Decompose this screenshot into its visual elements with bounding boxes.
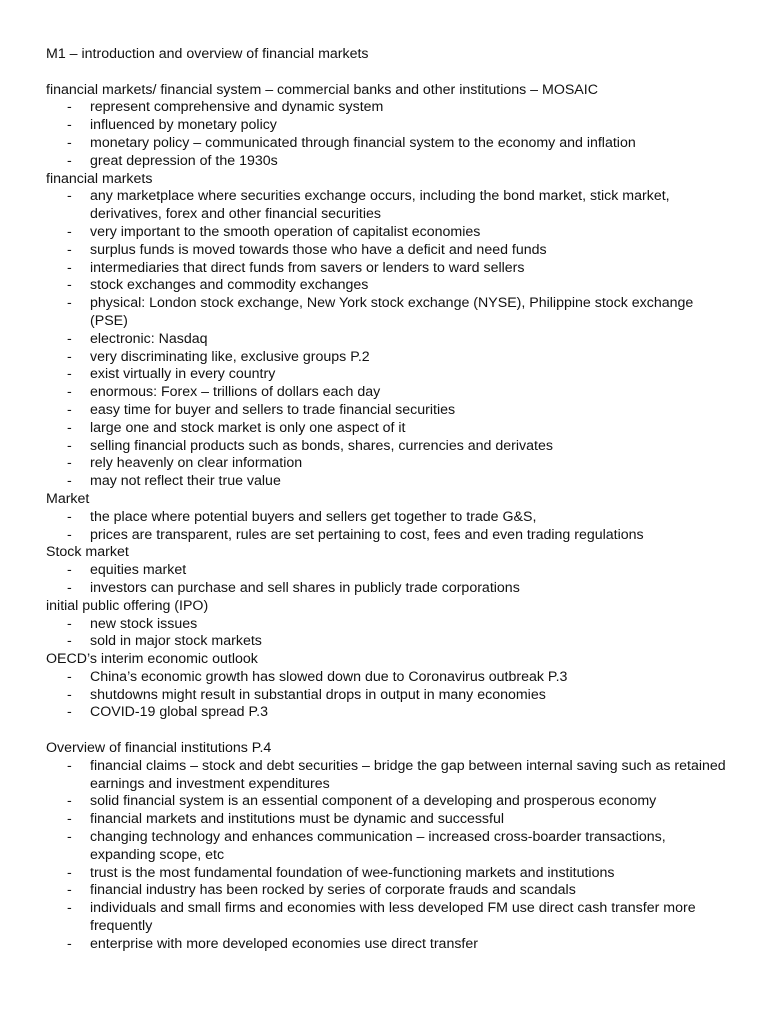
bullet-list — [46, 616, 726, 652]
dash-bullet-icon: - — [67, 134, 72, 151]
list-item-text: large one and stock market is only one aspect of it — [90, 419, 406, 436]
section-heading: Stock market — [46, 544, 129, 561]
dash-bullet-icon: - — [67, 241, 72, 258]
list-item — [46, 153, 726, 171]
dash-bullet-icon: - — [67, 562, 72, 579]
list-item-text: selling financial products such as bonds, shares, currencies and derivates — [90, 437, 553, 454]
dash-bullet-icon: - — [67, 508, 72, 525]
section — [46, 171, 726, 491]
list-item-text: the place where potential buyers and sellers get together to trade G&S, — [90, 508, 537, 525]
section-heading: financial markets — [46, 170, 153, 187]
dash-bullet-icon: - — [67, 223, 72, 240]
dash-bullet-icon: - — [67, 864, 72, 881]
dash-bullet-icon: - — [67, 526, 72, 543]
list-item — [46, 936, 726, 954]
list-item — [46, 580, 726, 598]
list-item — [46, 135, 726, 153]
bullet-list — [46, 99, 726, 170]
dash-bullet-icon: - — [67, 900, 72, 917]
list-item-text: sold in major stock markets — [90, 633, 262, 650]
list-item-text: prices are transparent, rules are set pertaining to cost, fees and even trading regulations — [90, 526, 644, 543]
list-item — [46, 224, 726, 242]
list-item-text: surplus funds is moved towards those who have a deficit and need funds — [90, 241, 547, 258]
list-item — [46, 829, 726, 865]
list-item — [46, 811, 726, 829]
list-item — [46, 527, 726, 545]
list-item-text: may not reflect their true value — [90, 473, 281, 490]
dash-bullet-icon: - — [67, 473, 72, 490]
list-item — [46, 669, 726, 687]
list-item-text: any marketplace where securities exchange occurs, including the bond market, stick market, derivatives, forex and other financial securities — [90, 188, 670, 223]
section — [46, 740, 726, 954]
dash-bullet-icon: - — [67, 117, 72, 134]
list-item-text: financial industry has been rocked by series of corporate frauds and scandals — [90, 882, 576, 899]
list-item — [46, 704, 726, 722]
dash-bullet-icon: - — [67, 935, 72, 952]
section-heading: Overview of financial institutions P.4 — [46, 740, 272, 757]
section-heading: Market — [46, 490, 90, 507]
list-item — [46, 865, 726, 883]
dash-bullet-icon: - — [67, 437, 72, 454]
dash-bullet-icon: - — [67, 757, 72, 774]
list-item — [46, 633, 726, 651]
list-item-text: investors can purchase and sell shares in publicly trade corporations — [90, 579, 520, 596]
dash-bullet-icon: - — [67, 455, 72, 472]
list-item — [46, 687, 726, 705]
dash-bullet-icon: - — [67, 829, 72, 846]
dash-bullet-icon: - — [67, 188, 72, 205]
dash-bullet-icon: - — [67, 668, 72, 685]
dash-bullet-icon: - — [67, 401, 72, 418]
list-item — [46, 420, 726, 438]
list-item-text: COVID-19 global spread P.3 — [90, 704, 268, 721]
list-item-text: enterprise with more developed economies use direct transfer — [90, 935, 478, 952]
list-item-text: financial claims – stock and debt securities – bridge the gap between internal saving such as retained earnings and investment expenditures — [90, 757, 726, 792]
dash-bullet-icon: - — [67, 384, 72, 401]
dash-bullet-icon: - — [67, 579, 72, 596]
list-item — [46, 793, 726, 811]
list-item — [46, 562, 726, 580]
section — [46, 598, 726, 651]
dash-bullet-icon: - — [67, 348, 72, 365]
section — [46, 544, 726, 597]
dash-bullet-icon: - — [67, 419, 72, 436]
list-item — [46, 349, 726, 367]
dash-bullet-icon: - — [67, 811, 72, 828]
dash-bullet-icon: - — [67, 793, 72, 810]
list-item — [46, 758, 726, 794]
dash-bullet-icon: - — [67, 330, 72, 347]
bullet-list — [46, 562, 726, 598]
section-heading: financial markets/ financial system – commercial banks and other institutions – MOSAIC — [46, 81, 598, 98]
list-item-text: intermediaries that direct funds from savers or lenders to ward sellers — [90, 259, 525, 276]
list-item-text: solid financial system is an essential component of a developing and prosperous economy — [90, 793, 657, 810]
bullet-list — [46, 509, 726, 545]
dash-bullet-icon: - — [67, 366, 72, 383]
bullet-list — [46, 188, 726, 491]
dash-bullet-icon: - — [67, 99, 72, 116]
list-item — [46, 260, 726, 278]
dash-bullet-icon: - — [67, 704, 72, 721]
list-item — [46, 366, 726, 384]
dash-bullet-icon: - — [67, 277, 72, 294]
list-item — [46, 295, 726, 331]
section — [46, 491, 726, 544]
bullet-list — [46, 758, 726, 954]
list-item — [46, 99, 726, 117]
document-body — [46, 82, 726, 954]
list-item-text: new stock issues — [90, 615, 198, 632]
list-item — [46, 384, 726, 402]
list-item-text: monetary policy – communicated through financial system to the economy and inflation — [90, 134, 636, 151]
list-item-text: very important to the smooth operation of capitalist economies — [90, 223, 481, 240]
list-item-text: individuals and small firms and economies with less developed FM use direct cash transfer more frequently — [90, 900, 696, 935]
section-heading: OECD’s interim economic outlook — [46, 651, 258, 668]
list-item — [46, 277, 726, 295]
dash-bullet-icon: - — [67, 633, 72, 650]
list-item-text: trust is the most fundamental foundation of wee-functioning markets and institutions — [90, 864, 615, 881]
list-item-text: enormous: Forex – trillions of dollars each day — [90, 384, 381, 401]
list-item — [46, 616, 726, 634]
list-item — [46, 242, 726, 260]
list-item-text: China’s economic growth has slowed down due to Coronavirus outbreak P.3 — [90, 668, 568, 685]
list-item-text: great depression of the 1930s — [90, 152, 278, 169]
document-page — [46, 46, 726, 954]
list-item — [46, 402, 726, 420]
list-item — [46, 117, 726, 135]
section — [46, 82, 726, 171]
section-heading: initial public offering (IPO) — [46, 597, 209, 614]
dash-bullet-icon: - — [67, 686, 72, 703]
list-item — [46, 900, 726, 936]
document-title: M1 – introduction and overview of financial markets — [46, 46, 369, 62]
dash-bullet-icon: - — [67, 259, 72, 276]
list-item — [46, 509, 726, 527]
list-item — [46, 473, 726, 491]
list-item-text: electronic: Nasdaq — [90, 330, 208, 347]
list-item — [46, 882, 726, 900]
list-item-text: very discriminating like, exclusive groups P.2 — [90, 348, 370, 365]
list-item-text: changing technology and enhances communication – increased cross-boarder transactions, expanding scope, etc — [90, 829, 666, 863]
list-item-text: rely heavenly on clear information — [90, 455, 303, 472]
list-item-text: represent comprehensive and dynamic system — [90, 99, 384, 116]
list-item-text: exist virtually in every country — [90, 366, 276, 383]
list-item — [46, 331, 726, 349]
dash-bullet-icon: - — [67, 882, 72, 899]
dash-bullet-icon: - — [67, 615, 72, 632]
list-item-text: easy time for buyer and sellers to trade financial securities — [90, 401, 456, 418]
list-item-text: shutdowns might result in substantial drops in output in many economies — [90, 686, 546, 703]
list-item-text: influenced by monetary policy — [90, 117, 277, 134]
section — [46, 651, 726, 722]
list-item-text: financial markets and institutions must be dynamic and successful — [90, 811, 505, 828]
list-item-text: physical: London stock exchange, New York stock exchange (NYSE), Philippine stock exchange (PSE) — [90, 295, 694, 329]
list-item-text: equities market — [90, 562, 187, 579]
dash-bullet-icon: - — [67, 152, 72, 169]
bullet-list — [46, 669, 726, 722]
list-item — [46, 188, 726, 224]
list-item — [46, 438, 726, 456]
list-item-text: stock exchanges and commodity exchanges — [90, 277, 369, 294]
list-item — [46, 455, 726, 473]
dash-bullet-icon: - — [67, 295, 72, 312]
